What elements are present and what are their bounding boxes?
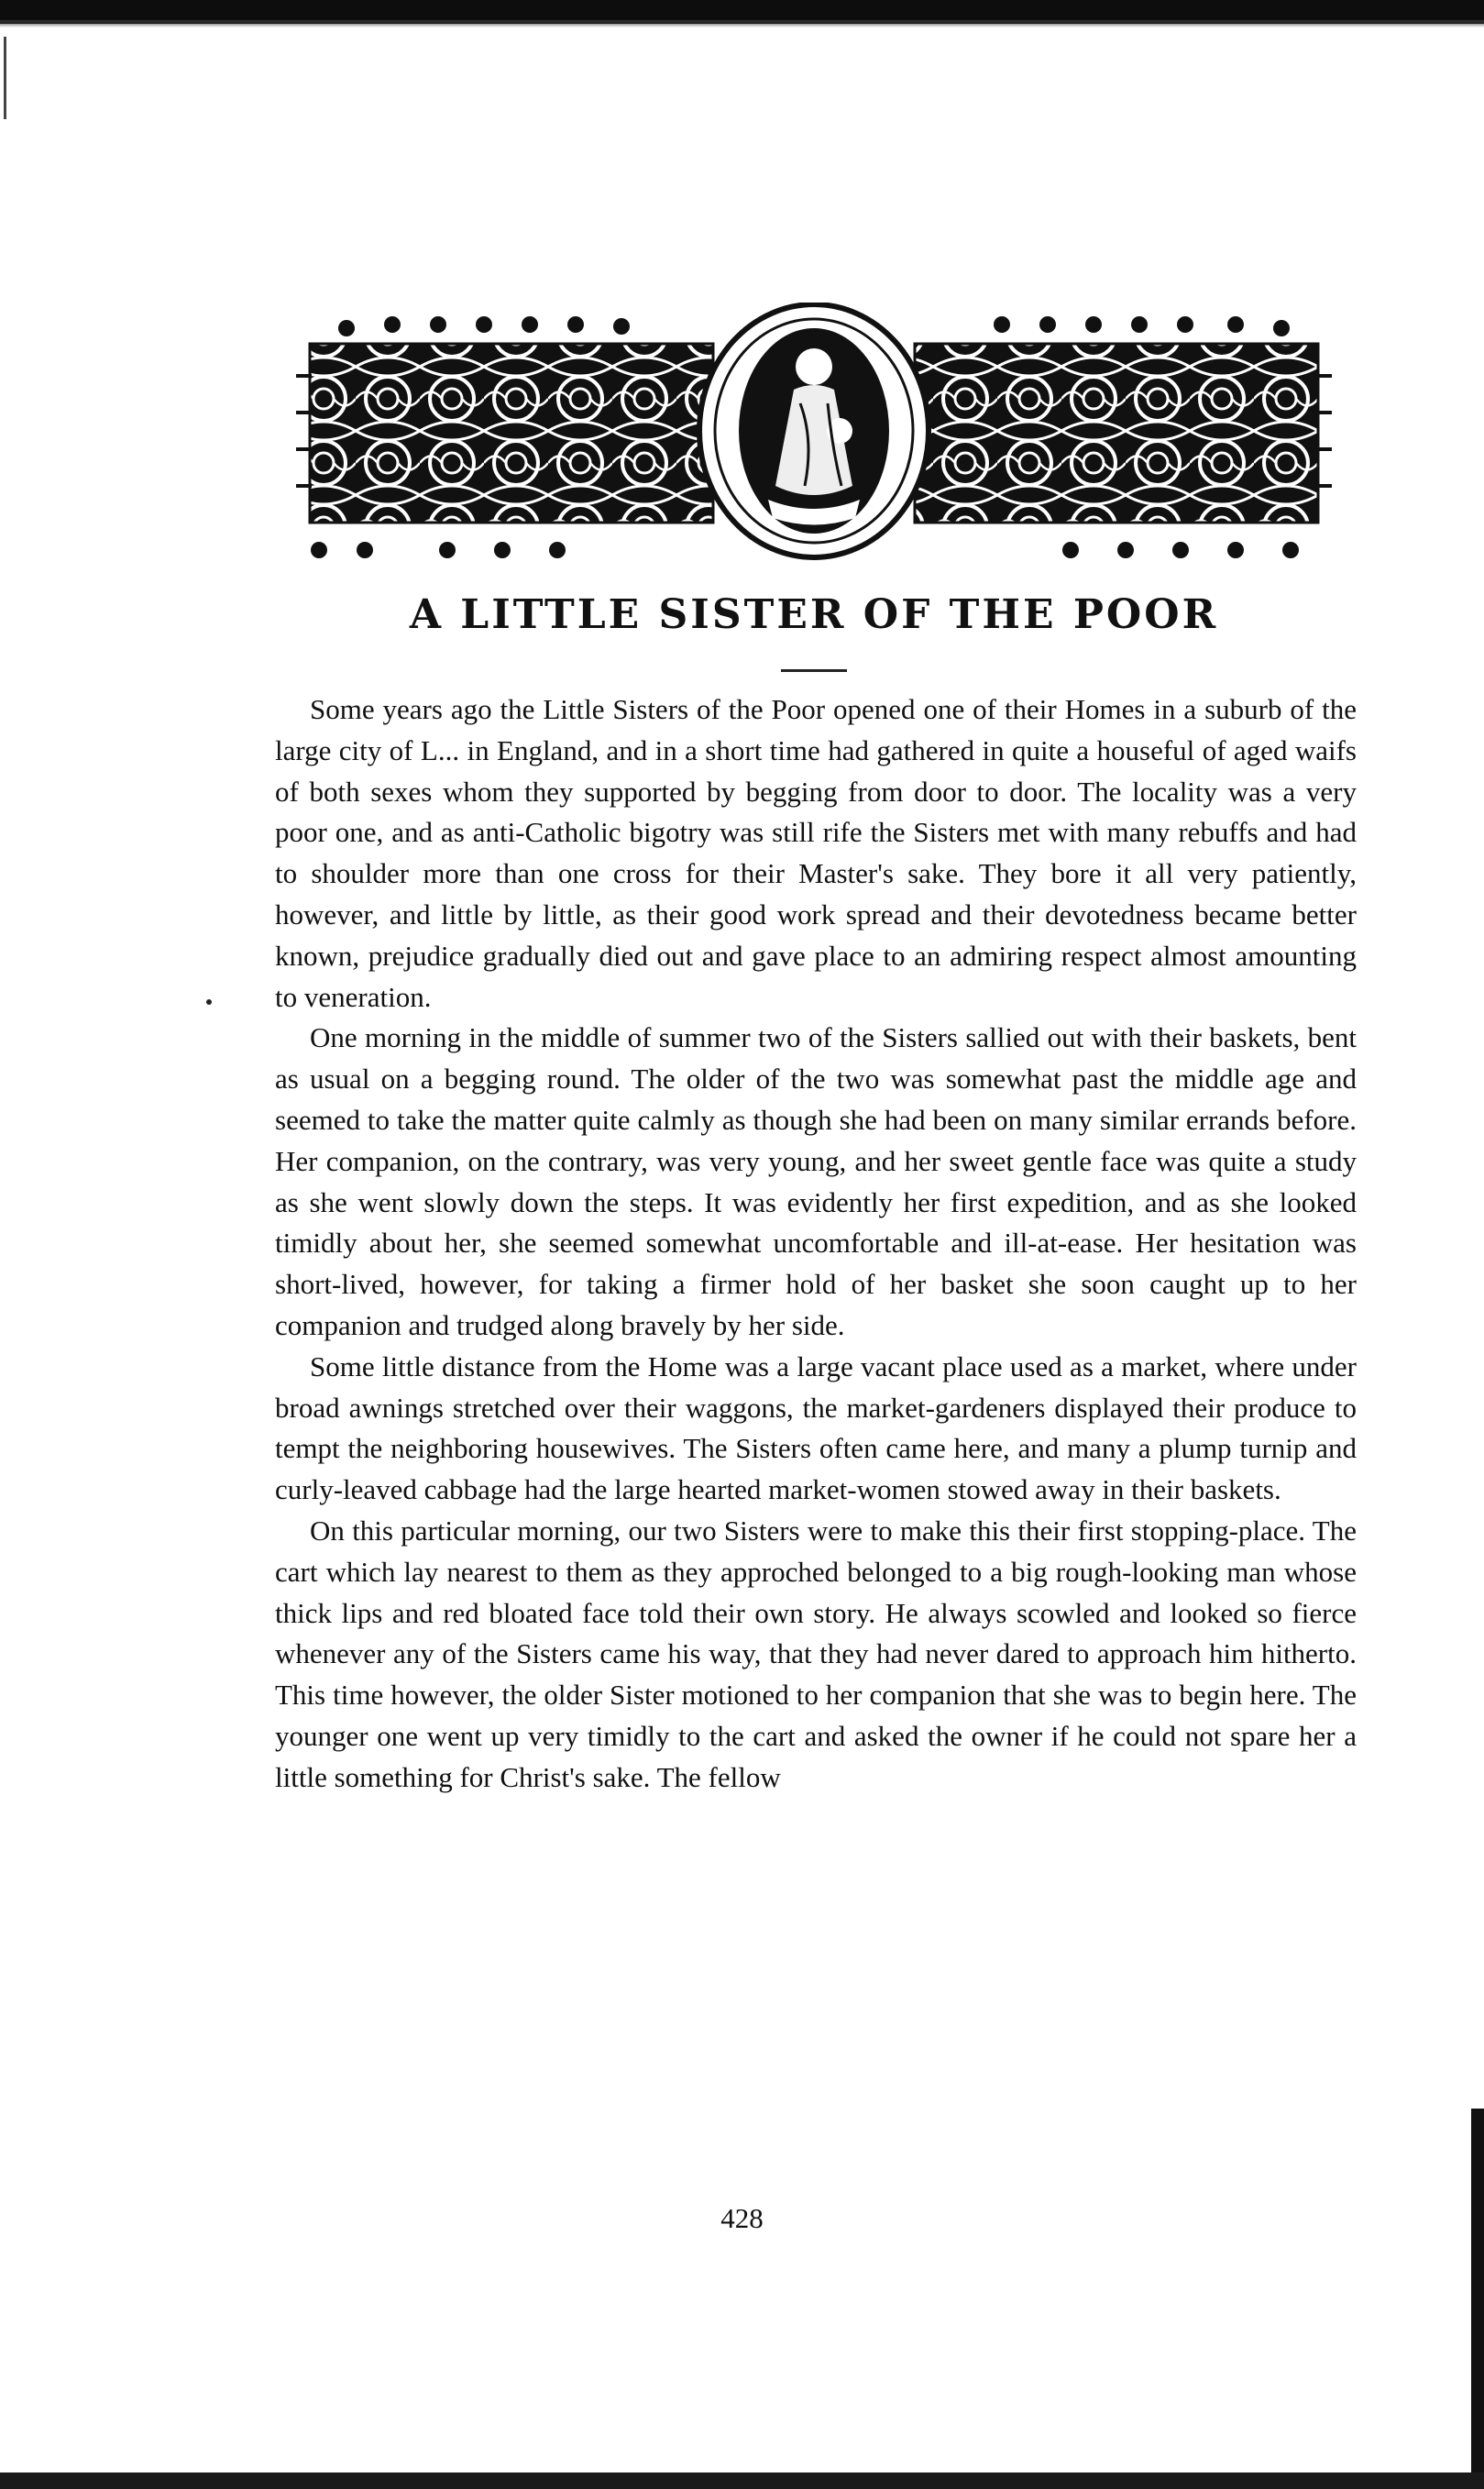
scan-border-right — [1471, 2109, 1484, 2489]
paragraph: Some years ago the Little Sisters of the Poor opened one of their Homes in a suburb of the large city of L... in England, and in a short time had gathered in quite a houseful of aged waifs of both sexes whom they supported by begging from door to door. The locality was a very poor one, and as anti-Catholic bigotry was still rife the Sisters met with many rebuffs and had to shoulder more than one cross for their Master's sake. They bore it all very patiently, however, and little by little, as their good work spread and their devotedness became better known, prejudice gradually died out and gave place to an admiring respect almost amounting to veneration. — [275, 693, 1357, 1013]
paragraph: Some little distance from the Home was a large vacant place used as a market, where under broad awnings stretched over their waggons, the market-gardeners displayed their produce to tempt the neighboring housewives. The Sisters often came here, and many a plump turnip and curly-leaved cabbage had the large hearted market-women stowed away in their baskets. — [275, 1349, 1357, 1506]
page-title: A LITTLE SISTER OF THE POOR — [409, 591, 1219, 638]
scan-border-bottom — [0, 2472, 1484, 2489]
paragraph: On this particular morning, our two Sisters were to make this their first stopping-place. The cart which lay nearest to them as they approched belonged to a big rough-looking man whose thick lips and red bloated face told their own story. He always scowled and looked so fierce whenever any of the Sisters came his way, that they had never dared to approach him hitherto. This time however, the older Sister motioned to her companion that she was to begin here. The younger one went up very timidly to the cart and asked the owner if he could not spare her a little something for Christ's sake. The fellow — [275, 1514, 1357, 1793]
title-divider — [781, 669, 847, 672]
article-body — [275, 689, 1357, 1799]
page-number: 428 — [720, 2202, 764, 2234]
stray-ink-mark — [206, 999, 212, 1005]
scan-border-top — [0, 0, 1484, 24]
scan-border-left — [4, 37, 6, 119]
paragraph: One morning in the middle of summer two of the Sisters sallied out with their baskets, bent as usual on a begging round. The older of the two was somewhat past the middle age and seemed to take the matter quite calmly as though she had been on many similar errands before. Her companion, on the contrary, was very young, and her sweet gentle face was quite a study as she went slowly down the steps. It was evidently her first expedition, and as she looked timidly about her, she seemed somewhat uncomfortable and ill-at-ease. Her hesitation was short-lived, however, for taking a firmer hold of her basket she soon caught up to her companion and trudged along bravely by her side. — [275, 1021, 1357, 1341]
ornamental-headpiece-icon — [291, 303, 1336, 568]
